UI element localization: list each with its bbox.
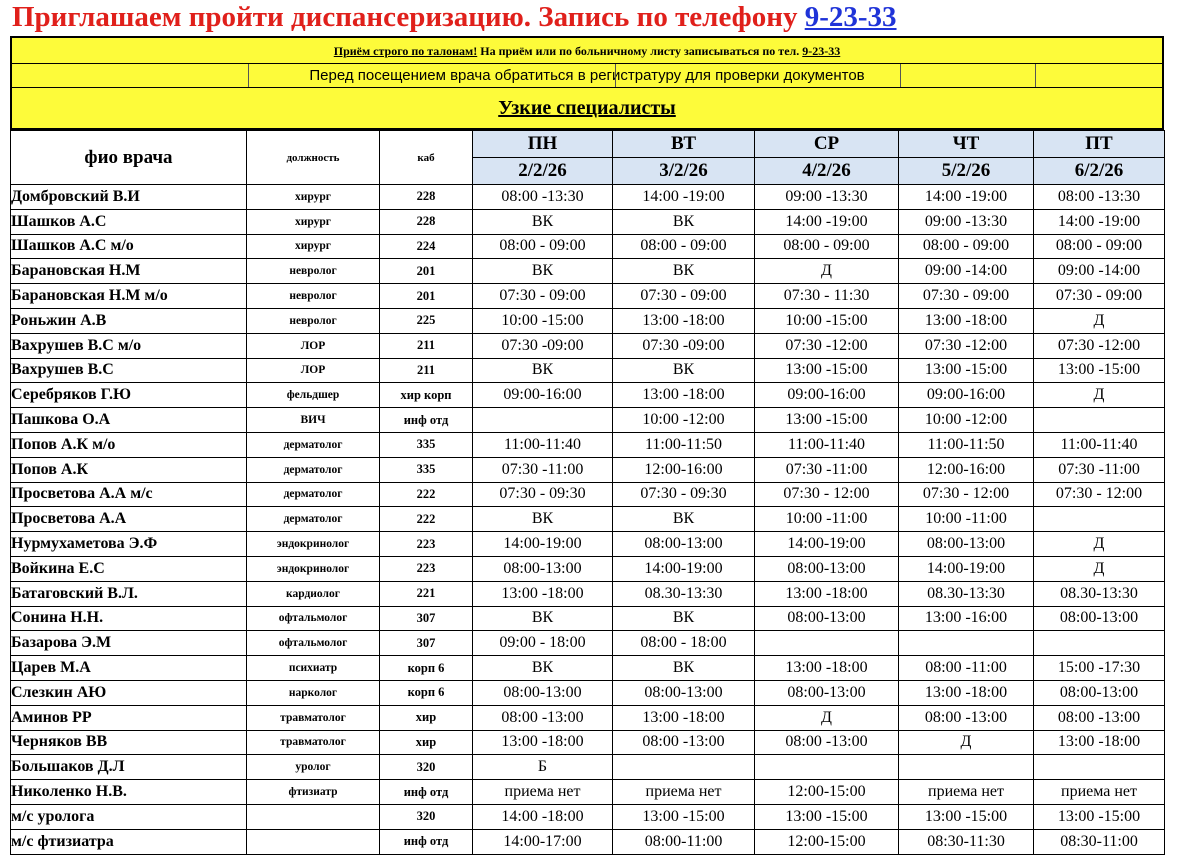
schedule-cell: 08:00 - 09:00 bbox=[613, 234, 755, 259]
doctor-position: кардиолог bbox=[247, 581, 380, 606]
cabinet-number: 320 bbox=[380, 804, 473, 829]
doctor-name: Батаговский В.Л. bbox=[11, 581, 247, 606]
cabinet-number: 307 bbox=[380, 606, 473, 631]
cabinet-number: 221 bbox=[380, 581, 473, 606]
schedule-cell: 14:00-19:00 bbox=[755, 532, 899, 557]
schedule-cell: ВК bbox=[473, 656, 613, 681]
title-phone-link[interactable]: 9-23-33 bbox=[804, 1, 897, 33]
header-day: ПН bbox=[473, 131, 613, 158]
doctor-name: Роньжин А.В bbox=[11, 308, 247, 333]
schedule-cell: 08:00 -13:00 bbox=[473, 705, 613, 730]
schedule-cell: Б bbox=[473, 755, 613, 780]
schedule-cell: 13:00 -15:00 bbox=[899, 804, 1034, 829]
schedule-cell: ВК bbox=[473, 358, 613, 383]
schedule-cell: ВК bbox=[613, 358, 755, 383]
schedule-cell: 09:00 -13:30 bbox=[899, 209, 1034, 234]
cabinet-number: 320 bbox=[380, 755, 473, 780]
doctor-position: ЛОР bbox=[247, 333, 380, 358]
notice-block bbox=[10, 36, 1164, 130]
cabinet-number: 222 bbox=[380, 507, 473, 532]
schedule-cell: 07:30 -12:00 bbox=[755, 333, 899, 358]
header-position: должность bbox=[247, 131, 380, 185]
table-row bbox=[11, 259, 1165, 284]
doctor-position: травматолог bbox=[247, 730, 380, 755]
schedule-cell bbox=[473, 408, 613, 433]
doctor-name: Сонина Н.Н. bbox=[11, 606, 247, 631]
doctor-position: травматолог bbox=[247, 705, 380, 730]
notice-registry bbox=[12, 64, 1162, 88]
doctor-position: эндокринолог bbox=[247, 556, 380, 581]
schedule-cell: 13:00 -18:00 bbox=[473, 581, 613, 606]
cabinet-number: корп 6 bbox=[380, 656, 473, 681]
table-row bbox=[11, 507, 1165, 532]
schedule-cell: 13:00 -18:00 bbox=[1034, 730, 1165, 755]
schedule-cell: 09:00 -14:00 bbox=[1034, 259, 1165, 284]
schedule-cell: 13:00 -18:00 bbox=[899, 308, 1034, 333]
doctor-position: дерматолог bbox=[247, 457, 380, 482]
schedule-cell bbox=[899, 631, 1034, 656]
schedule-cell: 11:00-11:50 bbox=[899, 432, 1034, 457]
header-date: 2/2/26 bbox=[473, 158, 613, 185]
table-row bbox=[11, 631, 1165, 656]
cabinet-number: 211 bbox=[380, 358, 473, 383]
notice-phone-text: На приём или по больничному листу записываться по тел. bbox=[477, 44, 803, 58]
cabinet-number: 201 bbox=[380, 259, 473, 284]
schedule-cell: 07:30 -11:00 bbox=[473, 457, 613, 482]
schedule-cell bbox=[1034, 631, 1165, 656]
schedule-cell: 08:30-11:00 bbox=[1034, 829, 1165, 854]
table-row bbox=[11, 804, 1165, 829]
schedule-cell: 07:30 -11:00 bbox=[755, 457, 899, 482]
schedule-cell: 14:00-19:00 bbox=[613, 556, 755, 581]
schedule-cell: 07:30 -09:00 bbox=[473, 333, 613, 358]
schedule-cell: 07:30 - 11:30 bbox=[755, 284, 899, 309]
schedule-cell: 08.30-13:30 bbox=[613, 581, 755, 606]
header-date: 4/2/26 bbox=[755, 158, 899, 185]
schedule-cell: 08:00 -13:00 bbox=[899, 705, 1034, 730]
schedule-cell: 08:00-13:00 bbox=[899, 532, 1034, 557]
schedule-cell: 13:00 -18:00 bbox=[899, 680, 1034, 705]
schedule-cell: 07:30 - 09:30 bbox=[613, 482, 755, 507]
schedule-cell: ВК bbox=[473, 209, 613, 234]
table-row bbox=[11, 284, 1165, 309]
doctor-name: Попов А.К м/о bbox=[11, 432, 247, 457]
cabinet-number: инф отд bbox=[380, 829, 473, 854]
header-day: ЧТ bbox=[899, 131, 1034, 158]
cabinet-number: 223 bbox=[380, 556, 473, 581]
doctor-position: ЛОР bbox=[247, 358, 380, 383]
doctor-name: м/с фтизиатра bbox=[11, 829, 247, 854]
header-day: СР bbox=[755, 131, 899, 158]
schedule-cell: 08:00 - 09:00 bbox=[755, 234, 899, 259]
schedule-cell: 07:30 - 12:00 bbox=[899, 482, 1034, 507]
schedule-cell: 08:00-13:00 bbox=[613, 680, 755, 705]
schedule-cell: ВК bbox=[613, 507, 755, 532]
table-row bbox=[11, 308, 1165, 333]
schedule-cell: 07:30 -09:00 bbox=[613, 333, 755, 358]
doctor-name: Аминов РР bbox=[11, 705, 247, 730]
schedule-cell: 10:00 -15:00 bbox=[755, 308, 899, 333]
doctor-name: Просветова А.А bbox=[11, 507, 247, 532]
table-row bbox=[11, 482, 1165, 507]
table-row bbox=[11, 333, 1165, 358]
cabinet-number: 228 bbox=[380, 185, 473, 210]
schedule-cell: 13:00 -18:00 bbox=[613, 705, 755, 730]
title-text: Приглашаем пройти диспансеризацию. Запись по телефону bbox=[12, 1, 805, 33]
divider bbox=[615, 64, 616, 87]
schedule-cell: 07:30 - 12:00 bbox=[1034, 482, 1165, 507]
doctor-name: Большаков Д.Л bbox=[11, 755, 247, 780]
doctor-position: невролог bbox=[247, 259, 380, 284]
schedule-cell: 09:00 -14:00 bbox=[899, 259, 1034, 284]
table-row bbox=[11, 730, 1165, 755]
doctor-name: Домбровский В.И bbox=[11, 185, 247, 210]
schedule-cell: 08:00 -13:30 bbox=[1034, 185, 1165, 210]
schedule-cell: 07:30 -12:00 bbox=[1034, 333, 1165, 358]
schedule-cell bbox=[755, 755, 899, 780]
schedule-cell: 14:00 -19:00 bbox=[899, 185, 1034, 210]
schedule-cell: 07:30 - 09:00 bbox=[613, 284, 755, 309]
schedule-cell: 08:00 -13:00 bbox=[1034, 705, 1165, 730]
schedule-cell: 08:00-13:00 bbox=[613, 532, 755, 557]
table-row bbox=[11, 457, 1165, 482]
schedule-cell: 13:00 -15:00 bbox=[755, 804, 899, 829]
table-row bbox=[11, 755, 1165, 780]
doctor-name: Шашков А.С м/о bbox=[11, 234, 247, 259]
schedule-cell: 09:00-16:00 bbox=[473, 383, 613, 408]
schedule-cell: 09:00 -13:30 bbox=[755, 185, 899, 210]
doctor-position: невролог bbox=[247, 308, 380, 333]
schedule-cell: Д bbox=[1034, 383, 1165, 408]
cabinet-number: 335 bbox=[380, 457, 473, 482]
section-title: Узкие специалисты bbox=[498, 97, 676, 119]
schedule-cell: 13:00 -15:00 bbox=[1034, 804, 1165, 829]
schedule-cell: 08:00 - 09:00 bbox=[1034, 234, 1165, 259]
cabinet-number: 307 bbox=[380, 631, 473, 656]
schedule-cell: 13:00 -18:00 bbox=[613, 383, 755, 408]
schedule-cell: 08:00 - 09:00 bbox=[473, 234, 613, 259]
schedule-cell bbox=[1034, 507, 1165, 532]
table-row bbox=[11, 705, 1165, 730]
cabinet-number: 201 bbox=[380, 284, 473, 309]
schedule-cell: 13:00 -15:00 bbox=[1034, 358, 1165, 383]
schedule-cell: 10:00 -12:00 bbox=[613, 408, 755, 433]
schedule-cell: 07:30 - 09:30 bbox=[473, 482, 613, 507]
cabinet-number: 228 bbox=[380, 209, 473, 234]
doctor-name: Просветова А.А м/с bbox=[11, 482, 247, 507]
schedule-cell: 07:30 - 09:00 bbox=[899, 284, 1034, 309]
cabinet-number: 211 bbox=[380, 333, 473, 358]
table-row bbox=[11, 556, 1165, 581]
schedule-cell: 08:00 - 09:00 bbox=[899, 234, 1034, 259]
schedule-cell: 08:00-13:00 bbox=[755, 606, 899, 631]
notice-coupon-text: Приём строго по талонам! bbox=[333, 44, 478, 58]
cabinet-number: 222 bbox=[380, 482, 473, 507]
schedule-cell: 14:00 -19:00 bbox=[613, 185, 755, 210]
doctor-position: хирург bbox=[247, 209, 380, 234]
doctor-position: эндокринолог bbox=[247, 532, 380, 557]
doctor-name: Нурмухаметова Э.Ф bbox=[11, 532, 247, 557]
table-row bbox=[11, 606, 1165, 631]
schedule-cell: 14:00 -19:00 bbox=[755, 209, 899, 234]
schedule-cell: ВК bbox=[613, 209, 755, 234]
doctor-name: Слезкин АЮ bbox=[11, 680, 247, 705]
table-row bbox=[11, 656, 1165, 681]
schedule-cell: 10:00 -11:00 bbox=[755, 507, 899, 532]
notice-appointment bbox=[12, 38, 1162, 64]
schedule-cell: 07:30 - 09:00 bbox=[473, 284, 613, 309]
table-row bbox=[11, 432, 1165, 457]
schedule-cell: 07:30 - 09:00 bbox=[1034, 284, 1165, 309]
schedule-cell: 15:00 -17:30 bbox=[1034, 656, 1165, 681]
cabinet-number: 335 bbox=[380, 432, 473, 457]
schedule-cell: 08:00-13:00 bbox=[755, 556, 899, 581]
schedule-header bbox=[11, 131, 1165, 185]
schedule-cell: 10:00 -15:00 bbox=[473, 308, 613, 333]
schedule-cell: ВК bbox=[473, 507, 613, 532]
doctor-position: психиатр bbox=[247, 656, 380, 681]
schedule-cell: 08:00-11:00 bbox=[613, 829, 755, 854]
schedule-cell: 08:00-13:00 bbox=[755, 680, 899, 705]
schedule-cell: 09:00-16:00 bbox=[755, 383, 899, 408]
schedule-cell: 07:30 -12:00 bbox=[899, 333, 1034, 358]
schedule-cell: Д bbox=[1034, 308, 1165, 333]
schedule-cell: 09:00 - 18:00 bbox=[473, 631, 613, 656]
doctor-name: Николенко Н.В. bbox=[11, 780, 247, 805]
schedule-cell: 07:30 - 12:00 bbox=[755, 482, 899, 507]
table-row bbox=[11, 581, 1165, 606]
doctor-name: Барановская Н.М bbox=[11, 259, 247, 284]
table-row bbox=[11, 383, 1165, 408]
table-row bbox=[11, 185, 1165, 210]
notice-registry-text: Перед посещением врача обратиться в регистратуру для проверки документов bbox=[309, 67, 865, 84]
table-row bbox=[11, 234, 1165, 259]
schedule-cell: Д bbox=[755, 259, 899, 284]
table-row bbox=[11, 408, 1165, 433]
schedule-cell: ВК bbox=[613, 606, 755, 631]
table-row bbox=[11, 532, 1165, 557]
doctor-name: Шашков А.С bbox=[11, 209, 247, 234]
table-row bbox=[11, 680, 1165, 705]
schedule-cell: ВК bbox=[473, 259, 613, 284]
schedule-cell: 08:00 - 18:00 bbox=[613, 631, 755, 656]
header-day: ВТ bbox=[613, 131, 755, 158]
doctor-name: Царев М.А bbox=[11, 656, 247, 681]
schedule-cell: 12:00-16:00 bbox=[613, 457, 755, 482]
doctor-name: Вахрушев В.С м/о bbox=[11, 333, 247, 358]
schedule-cell: 11:00-11:40 bbox=[473, 432, 613, 457]
doctor-position: ВИЧ bbox=[247, 408, 380, 433]
header-date: 5/2/26 bbox=[899, 158, 1034, 185]
schedule-cell: 12:00-16:00 bbox=[899, 457, 1034, 482]
schedule-cell: ВК bbox=[473, 606, 613, 631]
schedule-cell: 08:00 -13:00 bbox=[755, 730, 899, 755]
schedule-cell: Д bbox=[1034, 532, 1165, 557]
notice-phone-link[interactable]: 9-23-33 bbox=[802, 44, 841, 58]
doctor-name: Попов А.К bbox=[11, 457, 247, 482]
schedule-cell: 08:00-13:00 bbox=[1034, 606, 1165, 631]
schedule-cell: 13:00 -16:00 bbox=[899, 606, 1034, 631]
header-doctor: фио врача bbox=[11, 131, 247, 185]
schedule-cell: 11:00-11:40 bbox=[1034, 432, 1165, 457]
doctor-position bbox=[247, 804, 380, 829]
doctor-position: фельдшер bbox=[247, 383, 380, 408]
doctor-position: дерматолог bbox=[247, 482, 380, 507]
schedule-cell: 13:00 -15:00 bbox=[613, 804, 755, 829]
doctor-name: Войкина Е.С bbox=[11, 556, 247, 581]
doctor-position: дерматолог bbox=[247, 432, 380, 457]
table-row bbox=[11, 358, 1165, 383]
schedule-cell: 12:00-15:00 bbox=[755, 829, 899, 854]
header-date: 6/2/26 bbox=[1034, 158, 1165, 185]
doctor-position: нарколог bbox=[247, 680, 380, 705]
doctor-name: Базарова Э.М bbox=[11, 631, 247, 656]
table-row bbox=[11, 780, 1165, 805]
schedule-cell: приема нет bbox=[1034, 780, 1165, 805]
doctor-position: офтальмолог bbox=[247, 606, 380, 631]
doctor-name: м/с уролога bbox=[11, 804, 247, 829]
divider bbox=[248, 64, 249, 87]
schedule-cell: 14:00 -19:00 bbox=[1034, 209, 1165, 234]
schedule-cell: 14:00-19:00 bbox=[899, 556, 1034, 581]
doctor-position: офтальмолог bbox=[247, 631, 380, 656]
schedule-cell: Д bbox=[755, 705, 899, 730]
doctor-name: Черняков ВВ bbox=[11, 730, 247, 755]
doctor-position: невролог bbox=[247, 284, 380, 309]
schedule-cell: 14:00-19:00 bbox=[473, 532, 613, 557]
cabinet-number: корп 6 bbox=[380, 680, 473, 705]
schedule-cell: 07:30 -11:00 bbox=[1034, 457, 1165, 482]
schedule-body bbox=[11, 185, 1165, 855]
schedule-cell bbox=[899, 755, 1034, 780]
schedule-cell: 14:00-17:00 bbox=[473, 829, 613, 854]
doctor-position bbox=[247, 829, 380, 854]
cabinet-number: 224 bbox=[380, 234, 473, 259]
doctor-position: дерматолог bbox=[247, 507, 380, 532]
schedule-cell: 11:00-11:50 bbox=[613, 432, 755, 457]
cabinet-number: хир bbox=[380, 730, 473, 755]
doctor-position: фтизиатр bbox=[247, 780, 380, 805]
table-row bbox=[11, 829, 1165, 854]
cabinet-number: инф отд bbox=[380, 408, 473, 433]
schedule-cell: 08:00 -13:30 bbox=[473, 185, 613, 210]
schedule-cell: приема нет bbox=[899, 780, 1034, 805]
divider bbox=[900, 64, 901, 87]
schedule-cell: 08:00 -13:00 bbox=[613, 730, 755, 755]
page-title bbox=[12, 0, 1164, 36]
schedule-cell: 08:00 -11:00 bbox=[899, 656, 1034, 681]
doctor-name: Серебряков Г.Ю bbox=[11, 383, 247, 408]
schedule-cell bbox=[1034, 755, 1165, 780]
header-cabinet: каб bbox=[380, 131, 473, 185]
schedule-cell: 08:00-13:00 bbox=[1034, 680, 1165, 705]
doctor-position: хирург bbox=[247, 234, 380, 259]
schedule-cell: 13:00 -15:00 bbox=[755, 408, 899, 433]
schedule-cell: 08:00-13:00 bbox=[473, 556, 613, 581]
doctor-position: хирург bbox=[247, 185, 380, 210]
table-row bbox=[11, 209, 1165, 234]
schedule-cell: 12:00-15:00 bbox=[755, 780, 899, 805]
schedule-table bbox=[10, 130, 1165, 855]
schedule-cell: 08:30-11:30 bbox=[899, 829, 1034, 854]
schedule-cell: 13:00 -18:00 bbox=[613, 308, 755, 333]
cabinet-number: хир корп bbox=[380, 383, 473, 408]
schedule-cell bbox=[1034, 408, 1165, 433]
cabinet-number: хир bbox=[380, 705, 473, 730]
schedule-cell bbox=[613, 755, 755, 780]
schedule-cell bbox=[755, 631, 899, 656]
doctor-position: уролог bbox=[247, 755, 380, 780]
header-date: 3/2/26 bbox=[613, 158, 755, 185]
doctor-name: Пашкова О.А bbox=[11, 408, 247, 433]
schedule-cell: 13:00 -15:00 bbox=[899, 358, 1034, 383]
schedule-cell: 08.30-13:30 bbox=[1034, 581, 1165, 606]
schedule-cell: 13:00 -15:00 bbox=[755, 358, 899, 383]
schedule-cell: 10:00 -12:00 bbox=[899, 408, 1034, 433]
schedule-cell: приема нет bbox=[613, 780, 755, 805]
schedule-cell: ВК bbox=[613, 656, 755, 681]
divider bbox=[1035, 64, 1036, 87]
cabinet-number: инф отд bbox=[380, 780, 473, 805]
header-day: ПТ bbox=[1034, 131, 1165, 158]
schedule-cell: 09:00-16:00 bbox=[899, 383, 1034, 408]
doctor-name: Барановская Н.М м/о bbox=[11, 284, 247, 309]
schedule-cell: 13:00 -18:00 bbox=[755, 656, 899, 681]
schedule-cell: Д bbox=[899, 730, 1034, 755]
cabinet-number: 225 bbox=[380, 308, 473, 333]
schedule-cell: 10:00 -11:00 bbox=[899, 507, 1034, 532]
schedule-cell: 13:00 -18:00 bbox=[755, 581, 899, 606]
schedule-cell: 13:00 -18:00 bbox=[473, 730, 613, 755]
schedule-cell: приема нет bbox=[473, 780, 613, 805]
doctor-name: Вахрушев В.С bbox=[11, 358, 247, 383]
schedule-cell: 14:00 -18:00 bbox=[473, 804, 613, 829]
cabinet-number: 223 bbox=[380, 532, 473, 557]
schedule-cell: 08:00-13:00 bbox=[473, 680, 613, 705]
schedule-cell: 11:00-11:40 bbox=[755, 432, 899, 457]
schedule-cell: 08.30-13:30 bbox=[899, 581, 1034, 606]
schedule-cell: Д bbox=[1034, 556, 1165, 581]
schedule-cell: ВК bbox=[613, 259, 755, 284]
